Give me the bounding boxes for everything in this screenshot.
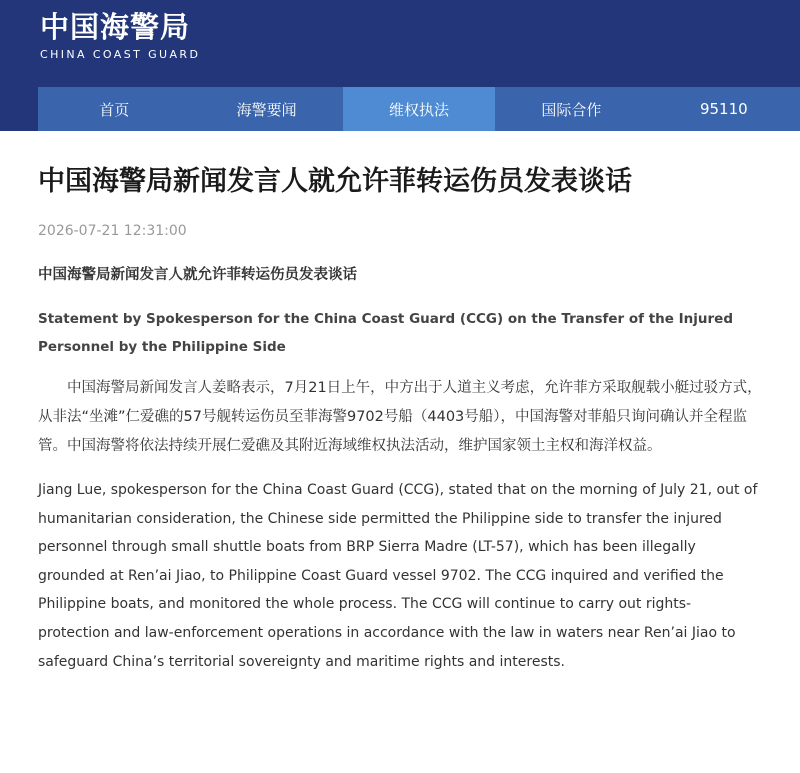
- site-logo[interactable]: [40, 10, 200, 63]
- article: [38, 131, 762, 690]
- logo-en-text: CHINA COAST GUARD: [40, 48, 201, 61]
- main-nav: [38, 87, 800, 131]
- article-body-cn: 中国海警局新闻发言人姜略表示，7月21日上午，中方出于人道主义考虑，允许菲方采取舰载小艇过驳方式，从非法“坐滩”仁爱礁的57号舰转运伤员至菲海警9702号船（4403号船），中国海警对菲船只询问确认并全程监管。中国海警将依法持续开展仁爱礁及其附近海域维权执法活动，维护国家领土主权和海洋权益。: [38, 380, 762, 454]
- nav-item-news[interactable]: 海警要闻: [236, 100, 297, 119]
- article-subtitle-cn: 中国海警局新闻发言人就允许菲转运伤员发表谈话: [38, 267, 357, 283]
- article-subtitle-en: Statement by Spokesperson for the China Coast Guard (CCG) on the Transfer of the Injured Personnel by the Philippine Side: [38, 311, 733, 355]
- nav-item-hotline[interactable]: 95110: [699, 100, 748, 118]
- logo-cn-text: 中国海警局: [40, 10, 191, 44]
- nav-item-international[interactable]: 国际合作: [541, 100, 602, 119]
- article-title: 中国海警局新闻发言人就允许菲转运伤员发表谈话: [38, 166, 632, 197]
- nav-item-home[interactable]: 首页: [99, 100, 130, 119]
- site-header: [0, 0, 800, 131]
- article-date: 2026-07-21 12:31:00: [38, 223, 187, 239]
- article-body-en: Jiang Lue, spokesperson for the China Coast Guard (CCG), stated that on the morning of July 21, out of humanitarian consideration, the Chinese side permitted the Philippine side to transfer the injured personnel through small shuttle boats from BRP Sierra Madre (LT-57), which has been illegally grounded at Ren’ai Jiao, to Philippine Coast Guard vessel 9702. The CCG inquired and verified the Philippine boats, and monitored the whole process. The CCG will continue to carry out rights-protection and law-enforcement operations in accordance with the law in waters near Ren’ai Jiao to safeguard China’s territorial sovereignty and maritime rights and interests.: [38, 482, 758, 670]
- nav-item-law-enforcement[interactable]: 维权执法: [343, 87, 495, 131]
